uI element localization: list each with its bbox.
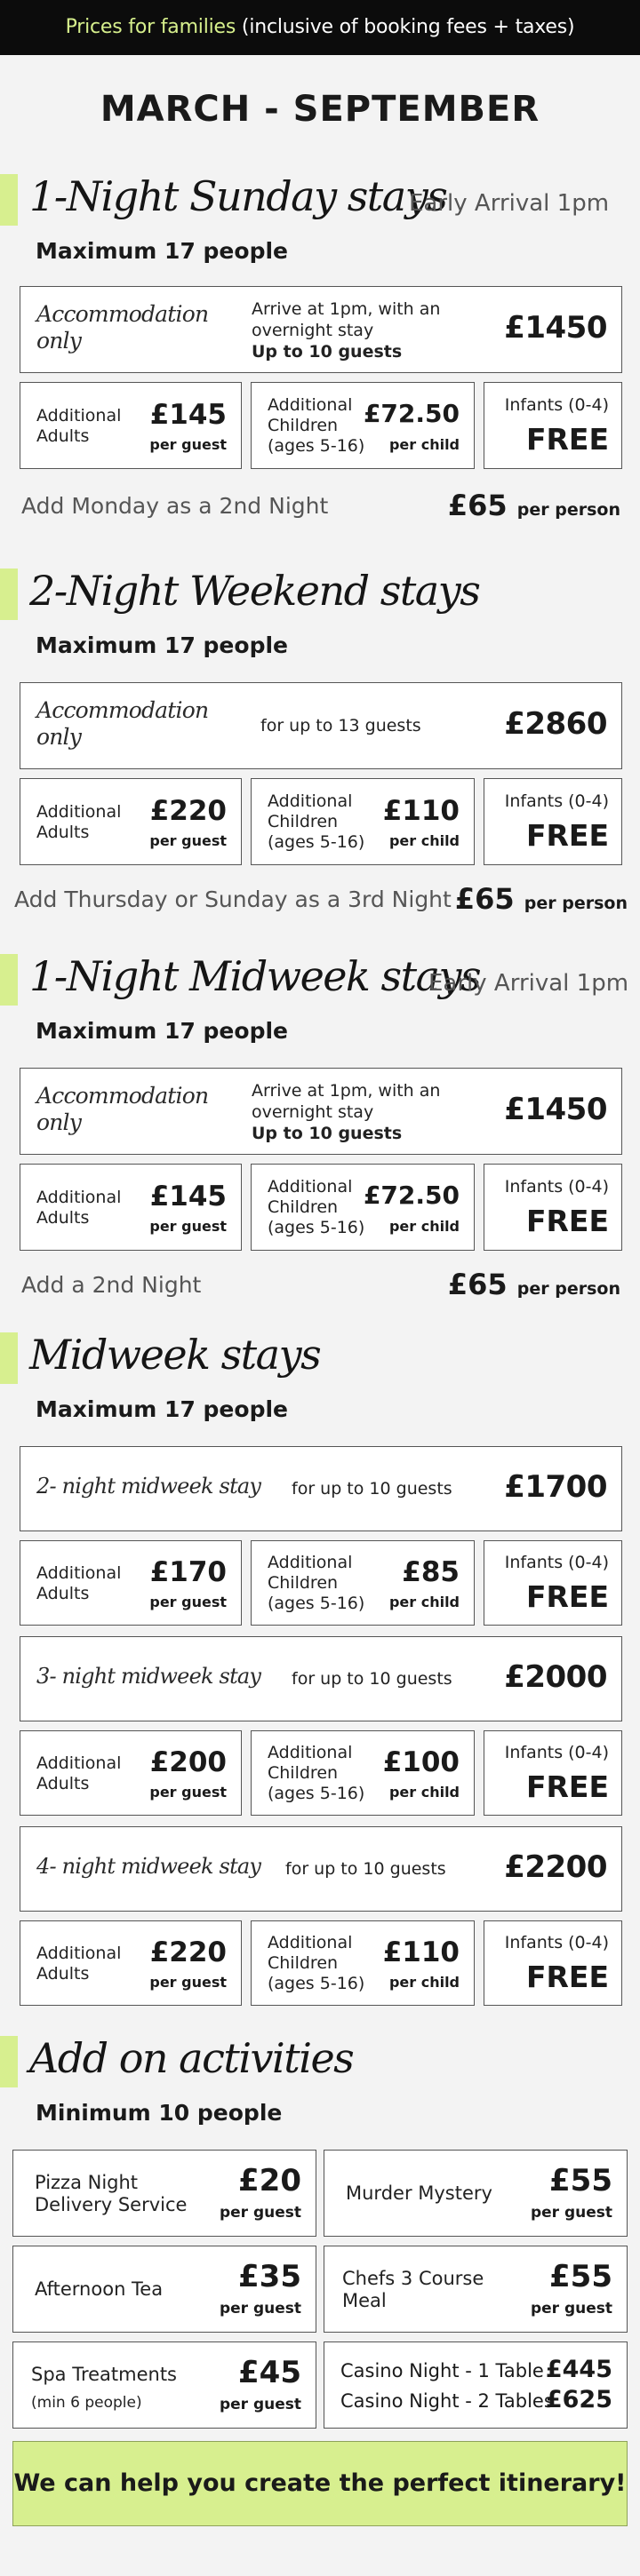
extra-night-amount: £65	[454, 882, 515, 916]
activity-price: £20	[238, 2163, 301, 2198]
adults-card	[20, 1730, 242, 1816]
children-price: £100	[382, 1746, 460, 1778]
adults-unit: per guest	[149, 1784, 227, 1801]
adults-label: Additional Adults	[36, 1188, 122, 1228]
children-label: Additional Children (ages 5-16)	[268, 395, 365, 456]
adults-price: £145	[149, 1181, 227, 1212]
adults-label: Additional Adults	[36, 802, 122, 842]
accommodation-desc	[252, 1080, 465, 1144]
children-price: £72.50	[363, 1181, 460, 1210]
adults-unit: per guest	[149, 832, 227, 849]
infants-price: FREE	[525, 1204, 609, 1238]
children-unit: per child	[388, 436, 460, 453]
activity-card-tea	[12, 2246, 316, 2333]
section-limit-sunday: Maximum 17 people	[36, 238, 288, 264]
children-unit: per child	[388, 832, 460, 849]
itinerary-cta[interactable]: We can help you create the perfect itinerary!	[12, 2441, 628, 2526]
infants-label: Infants (0-4)	[504, 1743, 609, 1762]
infants-label: Infants (0-4)	[504, 1933, 609, 1952]
activity-label: Murder Mystery	[346, 2182, 492, 2204]
activity-label: Chefs 3 Course Meal	[342, 2268, 484, 2311]
extra-night-unit: per person	[516, 500, 620, 520]
stay-label: 4- night midweek stay	[36, 1854, 261, 1879]
stay-card	[20, 1826, 622, 1912]
season-heading: MARCH - SEPTEMBER	[100, 89, 540, 130]
adults-unit: per guest	[149, 436, 227, 453]
section-subtitle-sunday: Early Arrival 1pm	[409, 190, 610, 217]
adults-card	[20, 1540, 242, 1626]
infants-card	[484, 1920, 622, 2006]
stay-price: £1700	[504, 1469, 607, 1505]
stay-desc: for up to 10 guests	[292, 1669, 452, 1689]
children-card	[251, 382, 475, 469]
stay-card	[20, 1446, 622, 1531]
section-title-midweek: Midweek stays	[29, 1331, 321, 1379]
accommodation-desc-line2: Up to 10 guests	[252, 1124, 403, 1143]
section-title-weekend: 2-Night Weekend stays	[29, 567, 480, 615]
activity-price: £45	[238, 2355, 301, 2390]
extra-night-price	[455, 882, 628, 916]
adults-label: Additional Adults	[36, 1944, 122, 1984]
activity-note: (min 6 people)	[31, 2394, 142, 2412]
section-title-midweek1: 1-Night Midweek stays	[29, 952, 481, 1000]
activity-card-chefs	[324, 2246, 628, 2333]
adults-label: Additional Adults	[36, 1753, 122, 1793]
infants-card	[484, 1164, 622, 1251]
infants-price: FREE	[525, 422, 609, 457]
activity-card-casino	[324, 2341, 628, 2429]
accommodation-desc: for up to 13 guests	[260, 716, 421, 735]
children-unit: per child	[388, 1784, 460, 1801]
children-price: £85	[402, 1556, 460, 1588]
stay-card	[20, 1636, 622, 1721]
section-limit-activities: Minimum 10 people	[36, 2100, 283, 2126]
accommodation-desc-line1: Arrive at 1pm, with an overnight stay	[252, 299, 441, 340]
adults-price: £170	[149, 1556, 227, 1588]
extra-night-label: Add Monday as a 2nd Night	[21, 493, 329, 519]
adults-price: £145	[149, 399, 227, 431]
activity-card-spa	[12, 2341, 316, 2429]
accommodation-label: Accommodation only	[36, 697, 209, 750]
casino-row-price: £625	[545, 2386, 612, 2413]
infants-card	[484, 1730, 622, 1816]
accommodation-label: Accommodation only	[36, 1083, 209, 1135]
stay-price: £2200	[504, 1849, 607, 1885]
section-title-activities: Add on activities	[29, 2034, 354, 2082]
accommodation-label: Accommodation only	[36, 301, 209, 354]
section-limit-midweek1: Maximum 17 people	[36, 1018, 288, 1044]
accommodation-desc-line1: Arrive at 1pm, with an overnight stay	[252, 1081, 441, 1122]
activity-label: Spa Treatments	[31, 2364, 178, 2385]
children-label: Additional Children (ages 5-16)	[268, 1743, 365, 1803]
adults-price: £220	[149, 795, 227, 827]
adults-card	[20, 1920, 242, 2006]
activity-price: £55	[549, 2163, 612, 2198]
accommodation-card	[20, 1068, 622, 1155]
extra-night-amount: £65	[447, 489, 508, 522]
accommodation-desc	[252, 298, 465, 362]
section-accent	[0, 2036, 18, 2087]
activity-unit: per guest	[530, 2300, 612, 2318]
activity-price: £55	[549, 2259, 612, 2294]
accommodation-card	[20, 286, 622, 373]
stay-label: 3- night midweek stay	[36, 1664, 261, 1689]
infants-label: Infants (0-4)	[504, 791, 609, 811]
children-label: Additional Children (ages 5-16)	[268, 1553, 365, 1613]
casino-row-label: Casino Night - 2 Tables	[340, 2390, 554, 2412]
infants-price: FREE	[525, 1579, 609, 1614]
extra-night-price	[448, 489, 620, 522]
infants-price: FREE	[525, 1960, 609, 1994]
adults-unit: per guest	[149, 1594, 227, 1610]
section-title-sunday: 1-Night Sunday stays	[29, 172, 447, 220]
adults-unit: per guest	[149, 1218, 227, 1235]
extra-night-price	[448, 1268, 620, 1301]
stay-label: 2- night midweek stay	[36, 1474, 261, 1499]
adults-price: £220	[149, 1936, 227, 1968]
extra-night-amount: £65	[447, 1268, 508, 1301]
activity-unit: per guest	[219, 2300, 301, 2318]
accommodation-card	[20, 682, 622, 769]
adults-label: Additional Adults	[36, 406, 122, 446]
activity-unit: per guest	[530, 2204, 612, 2222]
adults-price: £200	[149, 1746, 227, 1778]
extra-night-label: Add a 2nd Night	[21, 1272, 202, 1298]
extra-night-unit: per person	[516, 1279, 620, 1299]
activity-card-pizza	[12, 2150, 316, 2237]
section-accent	[0, 174, 18, 226]
top-banner	[0, 0, 640, 55]
section-subtitle-midweek1: Early Arrival 1pm	[428, 970, 629, 997]
stay-desc: for up to 10 guests	[292, 1479, 452, 1499]
section-accent	[0, 954, 18, 1006]
children-unit: per child	[388, 1218, 460, 1235]
children-label: Additional Children (ages 5-16)	[268, 791, 365, 852]
casino-row-price: £445	[545, 2356, 612, 2383]
activity-label: Pizza Night Delivery Service	[35, 2172, 188, 2215]
children-card	[251, 778, 475, 865]
casino-row-label: Casino Night - 1 Table	[340, 2360, 544, 2381]
section-limit-weekend: Maximum 17 people	[36, 632, 288, 658]
infants-card	[484, 778, 622, 865]
children-card	[251, 1164, 475, 1251]
infants-label: Infants (0-4)	[504, 1177, 609, 1197]
adults-card	[20, 1164, 242, 1251]
activity-card-murder	[324, 2150, 628, 2237]
extra-night-label: Add Thursday or Sunday as a 3rd Night	[14, 886, 452, 912]
activity-label: Afternoon Tea	[35, 2278, 164, 2300]
infants-price: FREE	[525, 818, 609, 853]
adults-label: Additional Adults	[36, 1563, 122, 1603]
section-accent	[0, 1332, 18, 1384]
infants-price: FREE	[525, 1769, 609, 1804]
children-card	[251, 1920, 475, 2006]
adults-card	[20, 382, 242, 469]
infants-card	[484, 382, 622, 469]
adults-card	[20, 778, 242, 865]
children-price: £110	[382, 795, 460, 827]
accommodation-price: £1450	[504, 310, 607, 346]
stay-price: £2000	[504, 1659, 607, 1695]
activity-unit: per guest	[219, 2396, 301, 2413]
children-unit: per child	[388, 1594, 460, 1610]
children-label: Additional Children (ages 5-16)	[268, 1933, 365, 1993]
banner-highlight: Prices for families	[65, 16, 236, 38]
section-limit-midweek: Maximum 17 people	[36, 1396, 288, 1422]
accommodation-price: £1450	[504, 1092, 607, 1127]
activity-unit: per guest	[219, 2204, 301, 2222]
children-card	[251, 1730, 475, 1816]
infants-label: Infants (0-4)	[504, 395, 609, 415]
children-price: £110	[382, 1936, 460, 1968]
adults-unit: per guest	[149, 1974, 227, 1991]
infants-card	[484, 1540, 622, 1626]
children-card	[251, 1540, 475, 1626]
section-accent	[0, 568, 18, 620]
extra-night-unit: per person	[524, 894, 628, 913]
accommodation-price: £2860	[504, 706, 607, 742]
infants-label: Infants (0-4)	[504, 1553, 609, 1572]
accommodation-desc-line2: Up to 10 guests	[252, 342, 403, 362]
banner-text: (inclusive of booking fees + taxes)	[236, 16, 575, 38]
stay-desc: for up to 10 guests	[285, 1859, 446, 1879]
children-label: Additional Children (ages 5-16)	[268, 1177, 365, 1237]
children-price: £72.50	[363, 399, 460, 428]
children-unit: per child	[388, 1974, 460, 1991]
activity-price: £35	[238, 2259, 301, 2294]
